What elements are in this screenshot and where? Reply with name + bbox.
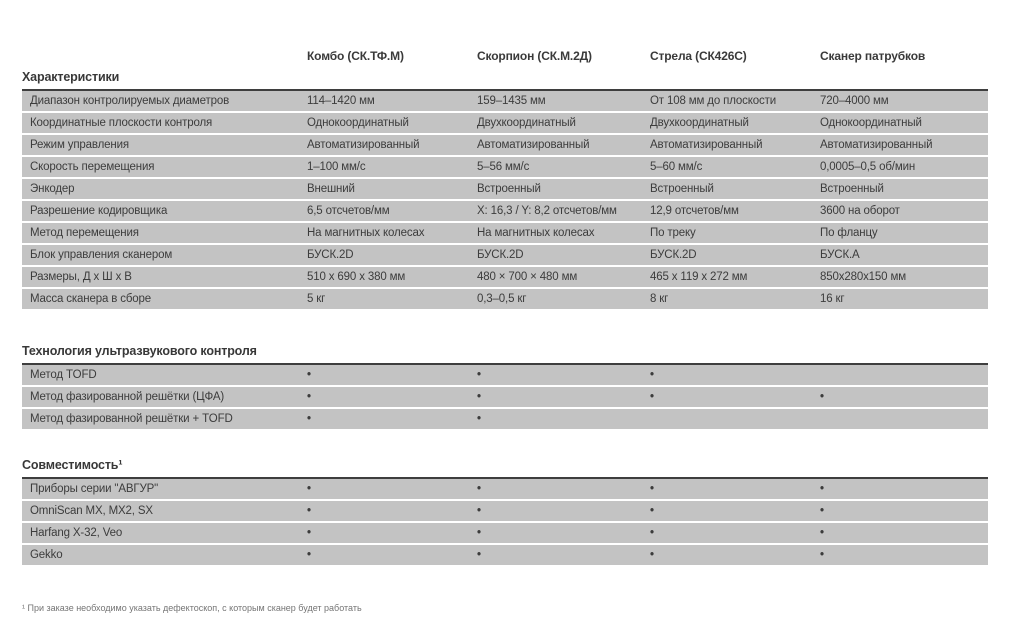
cell-value: 16 кг — [820, 293, 845, 305]
row-label: Масса сканера в сборе — [30, 293, 152, 305]
row-label: Приборы серии "АВГУР" — [30, 483, 159, 495]
support-dot: • — [477, 527, 481, 539]
row-label: Gekko — [30, 549, 63, 561]
support-dot: • — [820, 527, 824, 539]
table-row — [22, 501, 988, 521]
section-characteristics — [22, 71, 988, 309]
cell-value: От 108 мм до плоскости — [650, 95, 777, 107]
footnote: ¹ При заказе необходимо указать дефектоскоп, с которым сканер будет работать — [22, 603, 362, 613]
cell-value: 465 x 119 x 272 мм — [650, 271, 748, 283]
support-dot: • — [477, 549, 481, 561]
cell-value: 0,3–0,5 кг — [477, 293, 527, 305]
row-label: Диапазон контролируемых диаметров — [30, 95, 230, 107]
support-dot: • — [650, 369, 654, 381]
cell-value: Автоматизированный — [820, 139, 933, 151]
cell-value: 510 x 690 x 380 мм — [307, 271, 406, 283]
support-dot: • — [650, 391, 654, 403]
row-label: Скорость перемещения — [30, 161, 155, 173]
support-dot: • — [820, 391, 824, 403]
cell-value: Встроенный — [820, 183, 884, 195]
cell-value: Автоматизированный — [307, 139, 420, 151]
cell-value: Встроенный — [650, 183, 714, 195]
support-dot: • — [650, 549, 654, 561]
support-dot: • — [650, 483, 654, 495]
cell-value: Однокоординатный — [307, 117, 409, 129]
cell-value: 3600 на оборот — [820, 205, 900, 217]
table-row — [22, 479, 988, 499]
cell-value: 8 кг — [650, 293, 669, 305]
table-row — [22, 201, 988, 221]
table-row — [22, 267, 988, 287]
cell-value: 12,9 отсчетов/мм — [650, 205, 739, 217]
row-label: Harfang X-32, Veo — [30, 527, 123, 539]
cell-value: По треку — [650, 227, 696, 239]
row-label: Метод фазированной решётки (ЦФА) — [30, 391, 225, 403]
section-ultrasonic-technology — [22, 345, 988, 429]
row-label: Размеры, Д х Ш х В — [30, 271, 132, 283]
cell-value: БУСК.2D — [307, 249, 354, 261]
row-label: Координатные плоскости контроля — [30, 117, 213, 129]
cell-value: 850x280x150 мм — [820, 271, 906, 283]
table-row — [22, 365, 988, 385]
section-compatibility — [22, 459, 988, 565]
table-row — [22, 387, 988, 407]
cell-value: 5–56 мм/с — [477, 161, 530, 173]
cell-value: БУСК.А — [820, 249, 860, 261]
cell-value: 6,5 отсчетов/мм — [307, 205, 390, 217]
cell-value: 5–60 мм/с — [650, 161, 703, 173]
support-dot: • — [307, 369, 311, 381]
cell-value: 720–4000 мм — [820, 95, 889, 107]
table-row — [22, 113, 988, 133]
cell-value: Автоматизированный — [650, 139, 763, 151]
cell-value: По фланцу — [820, 227, 878, 239]
support-dot: • — [650, 527, 654, 539]
cell-value: БУСК.2D — [650, 249, 697, 261]
table-row — [22, 289, 988, 309]
support-dot: • — [477, 391, 481, 403]
cell-value: X: 16,3 / Y: 8,2 отсчетов/мм — [477, 205, 617, 217]
support-dot: • — [820, 505, 824, 517]
section-body — [22, 477, 988, 565]
row-label: Метод фазированной решётки + TOFD — [30, 413, 233, 425]
support-dot: • — [307, 413, 311, 425]
cell-value: На магнитных колесах — [307, 227, 425, 239]
table-row — [22, 545, 988, 565]
table-row — [22, 523, 988, 543]
row-label: Блок управления сканером — [30, 249, 173, 261]
row-label: Режим управления — [30, 139, 129, 151]
row-label: OmniScan MX, MX2, SX — [30, 505, 153, 517]
table-row — [22, 91, 988, 111]
section-title: Технология ультразвукового контроля — [22, 344, 257, 358]
row-label: Энкодер — [30, 183, 75, 195]
row-label: Метод перемещения — [30, 227, 139, 239]
table-row — [22, 179, 988, 199]
support-dot: • — [477, 369, 481, 381]
spec-comparison-table — [22, 49, 988, 565]
cell-value: 5 кг — [307, 293, 326, 305]
column-header-patrubkov: Сканер патрубков — [820, 49, 926, 63]
support-dot: • — [820, 549, 824, 561]
cell-value: Внешний — [307, 183, 355, 195]
support-dot: • — [650, 505, 654, 517]
cell-value: Автоматизированный — [477, 139, 590, 151]
table-row — [22, 157, 988, 177]
cell-value: На магнитных колесах — [477, 227, 595, 239]
support-dot: • — [307, 527, 311, 539]
section-title: Совместимость¹ — [22, 458, 123, 472]
support-dot: • — [307, 391, 311, 403]
support-dot: • — [477, 413, 481, 425]
column-header-skorpion: Скорпион (СК.М.2Д) — [477, 49, 592, 63]
table-row — [22, 223, 988, 243]
table-row — [22, 245, 988, 265]
support-dot: • — [477, 483, 481, 495]
cell-value: Двухкоординатный — [477, 117, 576, 129]
section-body — [22, 363, 988, 429]
cell-value: 1–100 мм/с — [307, 161, 366, 173]
column-header-strela: Стрела (СК426С) — [650, 49, 747, 63]
cell-value: 480 × 700 × 480 мм — [477, 271, 578, 283]
table-row — [22, 135, 988, 155]
support-dot: • — [307, 483, 311, 495]
cell-value: 0,0005–0,5 об/мин — [820, 161, 916, 173]
row-label: Разрешение кодировщика — [30, 205, 168, 217]
cell-value: Двухкоординатный — [650, 117, 749, 129]
support-dot: • — [307, 549, 311, 561]
support-dot: • — [477, 505, 481, 517]
column-header-row — [22, 49, 988, 63]
cell-value: 114–1420 мм — [307, 95, 375, 107]
column-header-kombo: Комбо (СК.ТФ.М) — [307, 49, 404, 63]
cell-value: БУСК.2D — [477, 249, 524, 261]
cell-value: Однокоординатный — [820, 117, 922, 129]
cell-value: 159–1435 мм — [477, 95, 546, 107]
support-dot: • — [820, 483, 824, 495]
cell-value: Встроенный — [477, 183, 541, 195]
section-title: Характеристики — [22, 70, 120, 84]
support-dot: • — [307, 505, 311, 517]
row-label: Метод TOFD — [30, 369, 97, 381]
section-body — [22, 89, 988, 309]
table-row — [22, 409, 988, 429]
